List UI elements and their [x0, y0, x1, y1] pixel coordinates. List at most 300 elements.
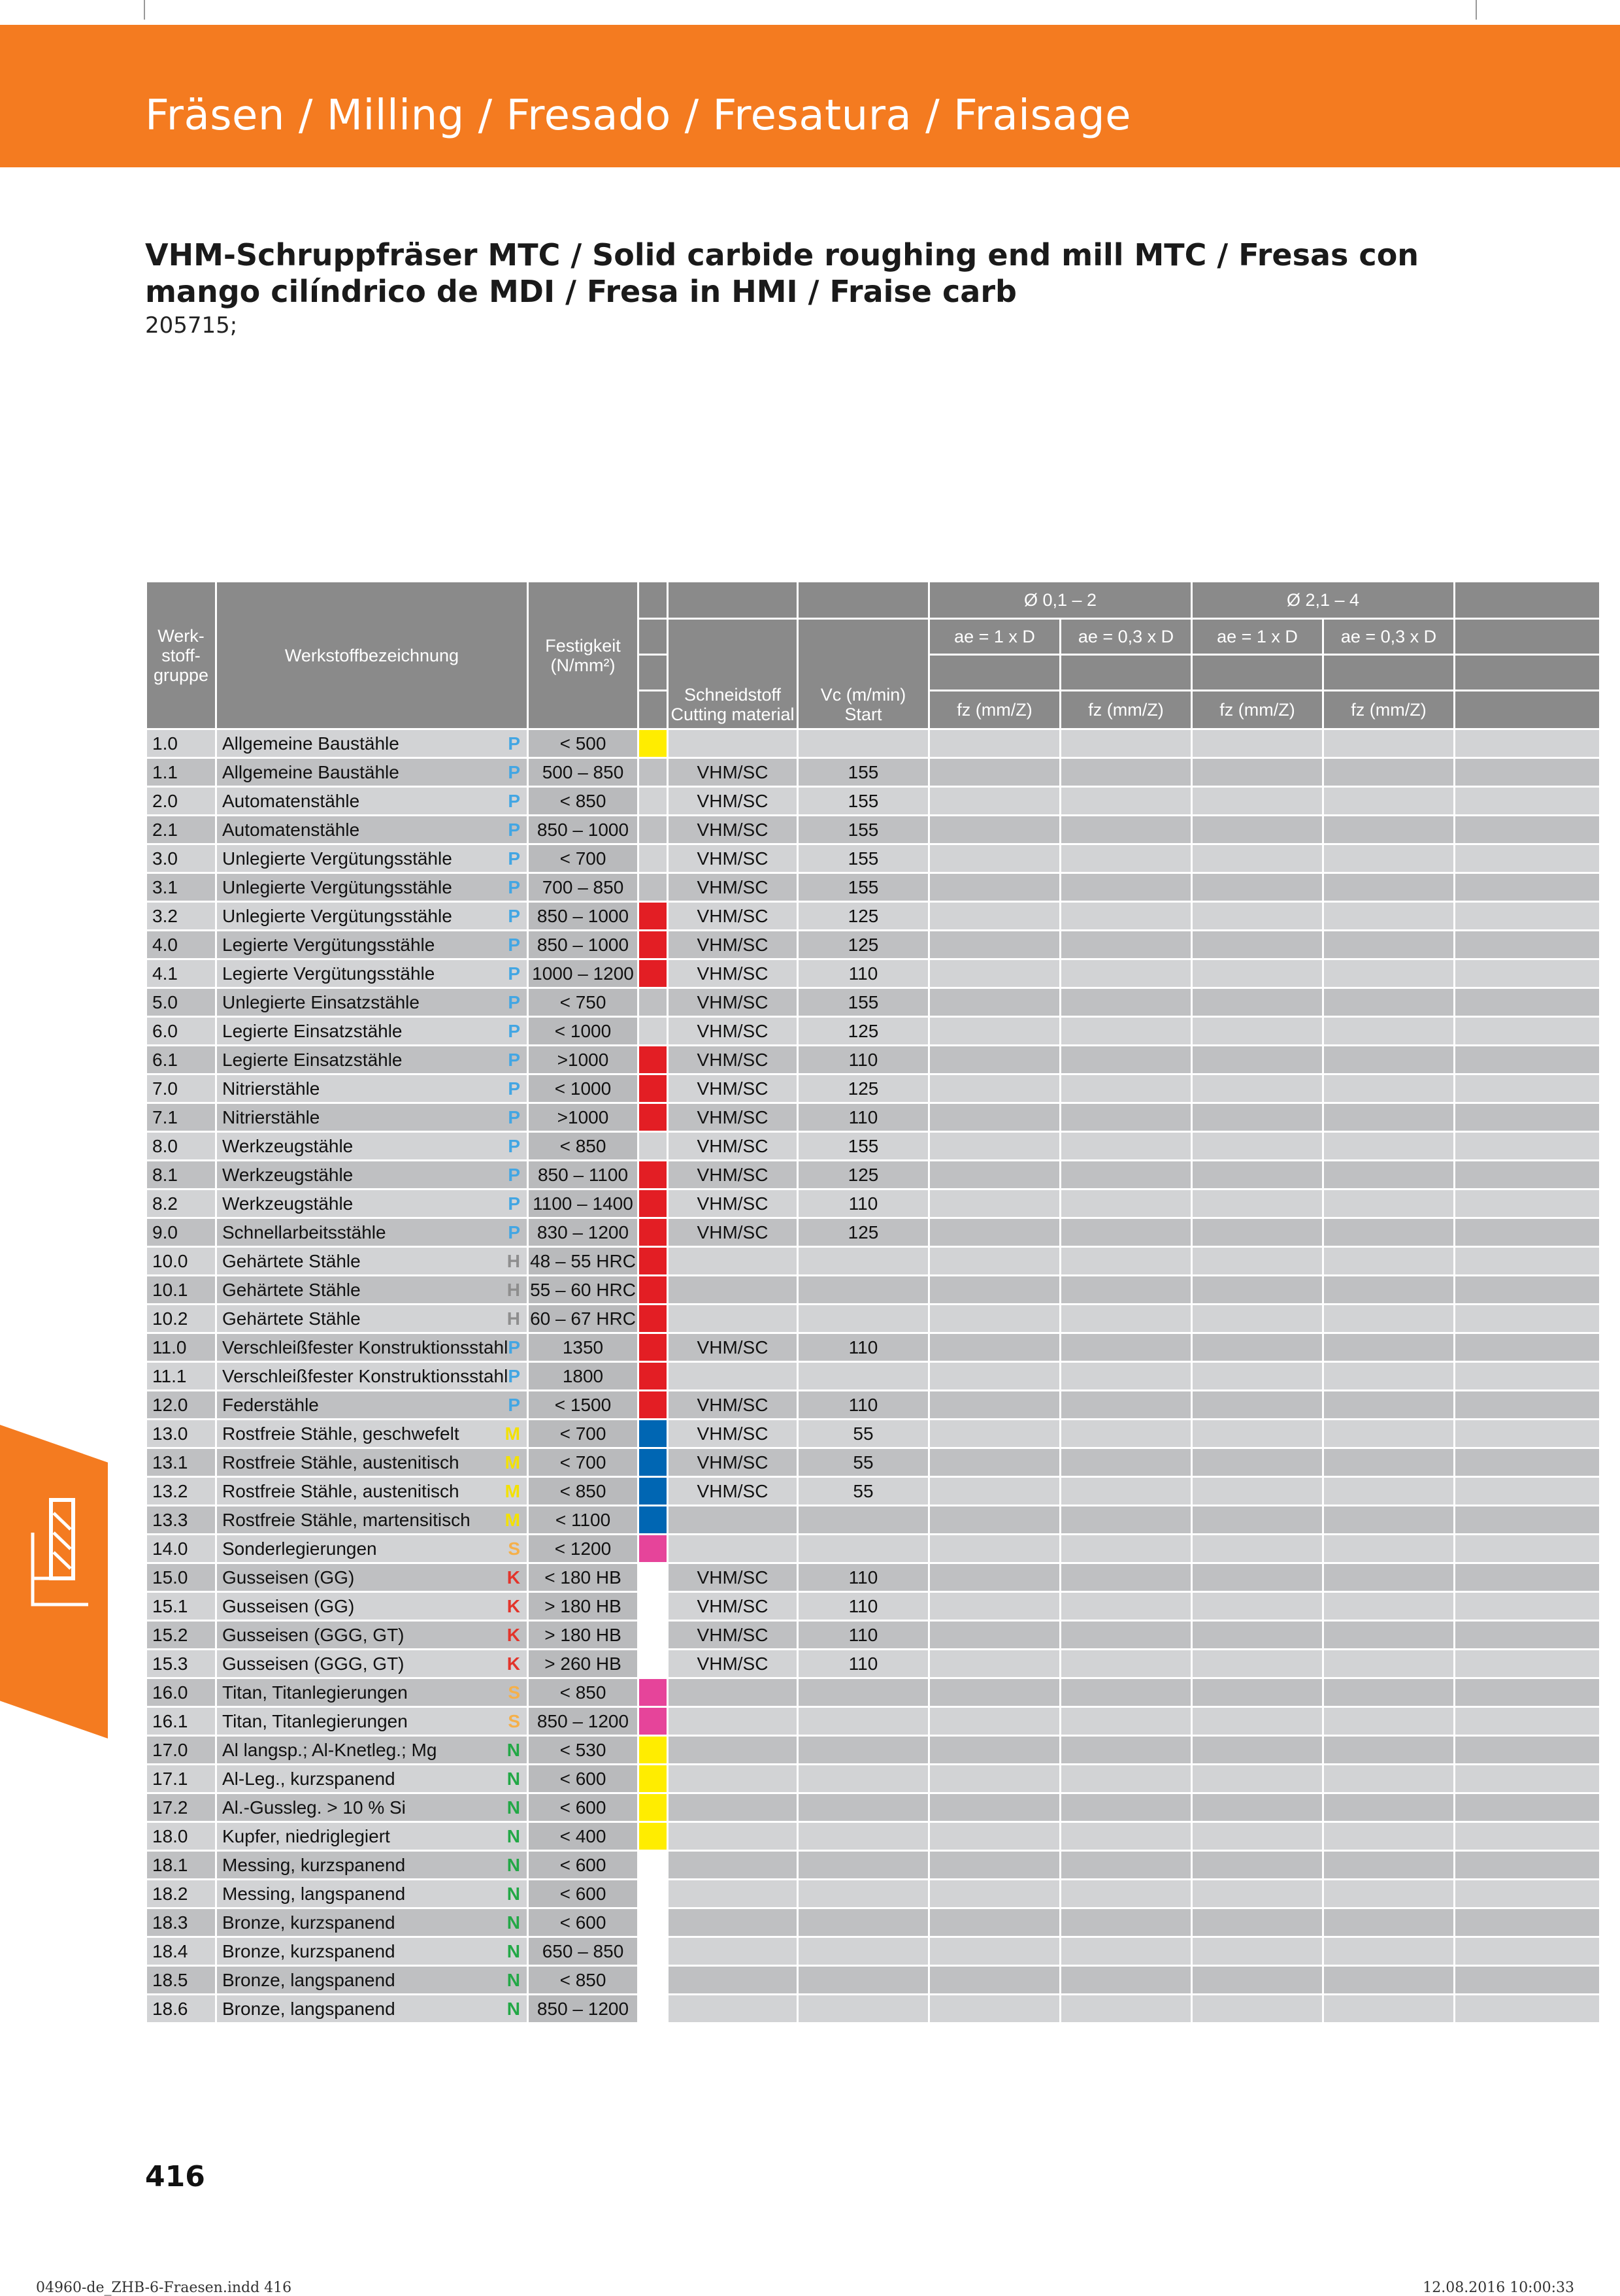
hardness-color-swatch [638, 873, 668, 902]
material-strength: < 1200 [528, 1535, 638, 1563]
crop-mark [144, 0, 145, 20]
hardness-color-swatch [638, 1995, 668, 2023]
blank-cell [1455, 1650, 1600, 1678]
material-strength: 850 – 1100 [528, 1161, 638, 1190]
header-festigkeit: Festigkeit (N/mm²) [528, 582, 638, 729]
iso-group-letter: H [506, 1250, 520, 1271]
feed-per-tooth-cell [1192, 1448, 1323, 1477]
material-strength: >1000 [528, 1103, 638, 1132]
feed-per-tooth-cell [1323, 1851, 1455, 1880]
blank-cell [1455, 1822, 1600, 1851]
feed-per-tooth-cell [1192, 1046, 1323, 1074]
cutting-material [668, 1305, 798, 1333]
feed-per-tooth-cell [1061, 729, 1192, 758]
material-name: Gusseisen (GG) [222, 1567, 355, 1588]
feed-per-tooth-cell [1192, 758, 1323, 787]
feed-per-tooth-cell [1192, 1880, 1323, 1908]
feed-per-tooth-cell [929, 1621, 1061, 1650]
feed-per-tooth-cell [1192, 1247, 1323, 1276]
feed-per-tooth-cell [1323, 1707, 1455, 1736]
header-blank-cell [1323, 655, 1455, 691]
iso-group-letter: K [506, 1653, 520, 1674]
cutting-material [668, 1535, 798, 1563]
article-code: 205715; [145, 312, 238, 339]
material-group-number: 12.0 [146, 1391, 216, 1420]
cutting-material: VHM/SC [668, 1448, 798, 1477]
cutting-speed [798, 1765, 929, 1793]
table-row [146, 787, 1600, 816]
material-name-cell [216, 959, 528, 988]
material-name: Rostfreie Stähle, martensitisch [222, 1509, 471, 1530]
cutting-speed: 125 [798, 1161, 929, 1190]
material-name: Kupfer, niedriglegiert [222, 1825, 390, 1846]
header-ae-03xd: ae = 0,3 x D [1061, 619, 1192, 655]
table-row [146, 1707, 1600, 1736]
blank-cell [1455, 959, 1600, 988]
hardness-color-swatch [638, 1650, 668, 1678]
iso-group-letter: M [504, 1423, 520, 1444]
table-row [146, 1305, 1600, 1333]
iso-group-letter: P [508, 1222, 520, 1242]
cutting-material [668, 1707, 798, 1736]
iso-group-letter: S [508, 1682, 520, 1703]
feed-per-tooth-cell [1061, 1908, 1192, 1937]
hardness-color-swatch [638, 1908, 668, 1937]
cutting-material: VHM/SC [668, 931, 798, 959]
blank-cell [1455, 931, 1600, 959]
iso-group-letter: P [508, 905, 520, 926]
material-name: Rostfreie Stähle, geschwefelt [222, 1423, 459, 1444]
material-group-number: 4.1 [146, 959, 216, 988]
material-name: Legierte Einsatzstähle [222, 1049, 403, 1070]
material-strength: < 600 [528, 1851, 638, 1880]
feed-per-tooth-cell [1323, 1190, 1455, 1218]
material-strength: 850 – 1000 [528, 931, 638, 959]
blank-cell [1455, 1420, 1600, 1448]
material-group-number: 3.1 [146, 873, 216, 902]
cutting-speed: 110 [798, 1621, 929, 1650]
cutting-speed: 125 [798, 931, 929, 959]
material-group-number: 9.0 [146, 1218, 216, 1247]
hardness-color-swatch [638, 1822, 668, 1851]
material-name: Sonderlegierungen [222, 1538, 377, 1559]
header-ae-03xd: ae = 0,3 x D [1323, 619, 1455, 655]
feed-per-tooth-cell [929, 1592, 1061, 1621]
material-name-cell [216, 1535, 528, 1563]
blank-cell [1455, 1448, 1600, 1477]
material-strength: > 260 HB [528, 1650, 638, 1678]
feed-per-tooth-cell [1061, 1448, 1192, 1477]
cutting-material: VHM/SC [668, 1621, 798, 1650]
cutting-material [668, 1793, 798, 1822]
feed-per-tooth-cell [1061, 816, 1192, 844]
iso-group-letter: K [506, 1567, 520, 1588]
cutting-speed [798, 1793, 929, 1822]
feed-per-tooth-cell [1061, 1851, 1192, 1880]
feed-per-tooth-cell [1192, 1305, 1323, 1333]
iso-group-letter: N [506, 1739, 520, 1760]
material-name-cell [216, 873, 528, 902]
material-name-cell [216, 1563, 528, 1592]
material-name-cell [216, 1995, 528, 2023]
blank-cell [1455, 1247, 1600, 1276]
header-swatch-cell [638, 582, 668, 619]
cutting-material [668, 1851, 798, 1880]
material-strength: < 850 [528, 1132, 638, 1161]
material-name: Al-Leg., kurzspanend [222, 1768, 395, 1789]
material-name-cell [216, 758, 528, 787]
end-mill-icon [20, 1493, 91, 1624]
material-name: Messing, kurzspanend [222, 1854, 406, 1875]
table-row [146, 902, 1600, 931]
hardness-color-swatch [638, 844, 668, 873]
material-group-number: 15.0 [146, 1563, 216, 1592]
blank-cell [1455, 729, 1600, 758]
material-strength: > 180 HB [528, 1621, 638, 1650]
feed-per-tooth-cell [929, 1851, 1061, 1880]
feed-per-tooth-cell [1323, 1736, 1455, 1765]
material-name-cell [216, 1592, 528, 1621]
material-strength: < 530 [528, 1736, 638, 1765]
table-row [146, 1966, 1600, 1995]
cutting-speed: 110 [798, 1190, 929, 1218]
material-name: Allgemeine Baustähle [222, 761, 399, 782]
material-group-number: 15.1 [146, 1592, 216, 1621]
cutting-material [668, 1995, 798, 2023]
cutting-speed: 110 [798, 1563, 929, 1592]
feed-per-tooth-cell [1061, 1793, 1192, 1822]
material-group-number: 18.1 [146, 1851, 216, 1880]
material-strength: 55 – 60 HRC [528, 1276, 638, 1305]
feed-per-tooth-cell [929, 1391, 1061, 1420]
feed-per-tooth-cell [1192, 1851, 1323, 1880]
feed-per-tooth-cell [1061, 1937, 1192, 1966]
iso-group-letter: N [506, 1912, 520, 1933]
feed-per-tooth-cell [1192, 1937, 1323, 1966]
iso-group-letter: K [506, 1624, 520, 1645]
material-name: Gehärtete Stähle [222, 1250, 361, 1271]
iso-group-letter: P [508, 1049, 520, 1070]
material-group-number: 18.0 [146, 1822, 216, 1851]
feed-per-tooth-cell [929, 1793, 1061, 1822]
blank-cell [1455, 1477, 1600, 1506]
cutting-material [668, 1765, 798, 1793]
material-name: Unlegierte Vergütungsstähle [222, 905, 452, 926]
table-row [146, 1074, 1600, 1103]
feed-per-tooth-cell [1061, 1880, 1192, 1908]
iso-group-letter: P [508, 934, 520, 955]
cutting-data-table [145, 580, 1601, 2024]
feed-per-tooth-cell [929, 902, 1061, 931]
cutting-speed [798, 1535, 929, 1563]
feed-per-tooth-cell [1061, 1247, 1192, 1276]
feed-per-tooth-cell [1323, 1391, 1455, 1420]
feed-per-tooth-cell [1192, 959, 1323, 988]
feed-per-tooth-cell [929, 729, 1061, 758]
iso-group-letter: P [508, 1106, 520, 1127]
feed-per-tooth-cell [929, 959, 1061, 988]
feed-per-tooth-cell [929, 1103, 1061, 1132]
hardness-color-swatch [638, 1247, 668, 1276]
iso-group-letter: P [508, 819, 520, 840]
feed-per-tooth-cell [929, 1937, 1061, 1966]
feed-per-tooth-cell [1192, 1765, 1323, 1793]
cutting-material [668, 1276, 798, 1305]
feed-per-tooth-cell [1323, 988, 1455, 1017]
feed-per-tooth-cell [1061, 1678, 1192, 1707]
blank-cell [1455, 1190, 1600, 1218]
feed-per-tooth-cell [1323, 1333, 1455, 1362]
blank-cell [1455, 1074, 1600, 1103]
material-strength: 850 – 1000 [528, 816, 638, 844]
feed-per-tooth-cell [1192, 1650, 1323, 1678]
hardness-color-swatch [638, 1305, 668, 1333]
material-strength: < 180 HB [528, 1563, 638, 1592]
feed-per-tooth-cell [929, 1908, 1061, 1937]
cutting-speed [798, 1908, 929, 1937]
cutting-speed: 155 [798, 1132, 929, 1161]
feed-per-tooth-cell [1061, 1563, 1192, 1592]
cutting-speed: 125 [798, 1074, 929, 1103]
iso-group-letter: H [506, 1279, 520, 1300]
feed-per-tooth-cell [929, 1650, 1061, 1678]
blank-cell [1455, 1535, 1600, 1563]
blank-cell [1455, 1218, 1600, 1247]
cutting-material [668, 1966, 798, 1995]
material-group-number: 10.1 [146, 1276, 216, 1305]
iso-group-letter: S [508, 1710, 520, 1731]
material-strength: < 1000 [528, 1017, 638, 1046]
material-group-number: 17.0 [146, 1736, 216, 1765]
material-group-number: 8.0 [146, 1132, 216, 1161]
material-group-number: 17.1 [146, 1765, 216, 1793]
header-blank-cell [1192, 655, 1323, 691]
material-name: Unlegierte Vergütungsstähle [222, 876, 452, 897]
cutting-speed [798, 1305, 929, 1333]
hardness-color-swatch [638, 1678, 668, 1707]
blank-cell [1455, 1391, 1600, 1420]
cutting-material: VHM/SC [668, 1420, 798, 1448]
table-row [146, 873, 1600, 902]
feed-per-tooth-cell [1323, 1103, 1455, 1132]
header-blank-cell [1061, 655, 1192, 691]
cutting-material [668, 1822, 798, 1851]
feed-per-tooth-cell [1323, 959, 1455, 988]
header-blank-cell [798, 582, 929, 619]
cutting-material: VHM/SC [668, 758, 798, 787]
material-name-cell [216, 1362, 528, 1391]
material-strength: < 700 [528, 1448, 638, 1477]
iso-group-letter: P [508, 1365, 520, 1386]
feed-per-tooth-cell [1192, 1477, 1323, 1506]
header-blank-cell [1455, 655, 1600, 691]
header-vc: Vc (m/min) Start [798, 619, 929, 729]
feed-per-tooth-cell [929, 1161, 1061, 1190]
table-row [146, 1477, 1600, 1506]
material-name: Werkzeugstähle [222, 1164, 354, 1185]
material-name: Federstähle [222, 1394, 319, 1415]
cutting-material: VHM/SC [668, 1563, 798, 1592]
iso-group-letter: P [508, 1193, 520, 1214]
material-strength: 1350 [528, 1333, 638, 1362]
feed-per-tooth-cell [1061, 1074, 1192, 1103]
hardness-color-swatch [638, 1103, 668, 1132]
iso-group-letter: P [508, 848, 520, 869]
cutting-speed [798, 1880, 929, 1908]
table-row [146, 1937, 1600, 1966]
feed-per-tooth-cell [1323, 931, 1455, 959]
material-name: Werkzeugstähle [222, 1193, 354, 1214]
blank-cell [1455, 1017, 1600, 1046]
material-name: Gehärtete Stähle [222, 1279, 361, 1300]
cutting-speed [798, 1966, 929, 1995]
material-name-cell [216, 1966, 528, 1995]
cutting-material: VHM/SC [668, 1074, 798, 1103]
cutting-material: VHM/SC [668, 902, 798, 931]
cutting-material: VHM/SC [668, 959, 798, 988]
cutting-material [668, 1362, 798, 1391]
feed-per-tooth-cell [1061, 1333, 1192, 1362]
cutting-speed: 110 [798, 1391, 929, 1420]
feed-per-tooth-cell [1323, 1046, 1455, 1074]
blank-cell [1455, 1161, 1600, 1190]
table-row [146, 1563, 1600, 1592]
material-group-number: 6.1 [146, 1046, 216, 1074]
material-name: Bronze, langspanend [222, 1969, 395, 1990]
material-group-number: 2.1 [146, 816, 216, 844]
table-row [146, 816, 1600, 844]
header-blank-cell [668, 582, 798, 619]
material-strength: < 600 [528, 1880, 638, 1908]
feed-per-tooth-cell [1192, 1017, 1323, 1046]
cutting-material: VHM/SC [668, 1190, 798, 1218]
material-strength: 850 – 1200 [528, 1707, 638, 1736]
material-group-number: 5.0 [146, 988, 216, 1017]
iso-group-letter: S [508, 1538, 520, 1559]
feed-per-tooth-cell [1323, 1506, 1455, 1535]
iso-group-letter: P [508, 1020, 520, 1041]
feed-per-tooth-cell [1061, 1218, 1192, 1247]
cutting-material: VHM/SC [668, 1046, 798, 1074]
material-name-cell [216, 1736, 528, 1765]
material-name: Nitrierstähle [222, 1106, 320, 1127]
table-row [146, 988, 1600, 1017]
material-strength: 60 – 67 HRC [528, 1305, 638, 1333]
feed-per-tooth-cell [1323, 1908, 1455, 1937]
cutting-speed: 110 [798, 1333, 929, 1362]
banner-title: Fräsen / Milling / Fresado / Fresatura / Fraisage [145, 92, 1131, 140]
crop-mark [1476, 0, 1477, 20]
hardness-color-swatch [638, 787, 668, 816]
cutting-material: VHM/SC [668, 1650, 798, 1678]
blank-cell [1455, 1621, 1600, 1650]
hardness-color-swatch [638, 1793, 668, 1822]
feed-per-tooth-cell [1192, 1995, 1323, 2023]
material-name: Gusseisen (GGG, GT) [222, 1624, 405, 1645]
material-name-cell [216, 1650, 528, 1678]
material-strength: < 1000 [528, 1074, 638, 1103]
material-strength: < 600 [528, 1908, 638, 1937]
feed-per-tooth-cell [929, 1074, 1061, 1103]
blank-cell [1455, 1276, 1600, 1305]
material-group-number: 13.2 [146, 1477, 216, 1506]
material-name-cell [216, 1017, 528, 1046]
cutting-speed [798, 1736, 929, 1765]
cutting-speed: 155 [798, 787, 929, 816]
material-name-cell [216, 1621, 528, 1650]
blank-cell [1455, 1966, 1600, 1995]
hardness-color-swatch [638, 1333, 668, 1362]
material-name-cell [216, 1908, 528, 1937]
header-blank-cell [1455, 619, 1600, 655]
cutting-speed [798, 1707, 929, 1736]
feed-per-tooth-cell [1323, 1420, 1455, 1448]
material-strength: < 850 [528, 1477, 638, 1506]
feed-per-tooth-cell [1061, 1276, 1192, 1305]
material-name: Legierte Vergütungsstähle [222, 934, 435, 955]
material-group-number: 14.0 [146, 1535, 216, 1563]
cutting-material: VHM/SC [668, 1017, 798, 1046]
material-name: Rostfreie Stähle, austenitisch [222, 1452, 459, 1472]
table-row [146, 1103, 1600, 1132]
material-name: Gusseisen (GG) [222, 1595, 355, 1616]
material-name-cell [216, 1448, 528, 1477]
material-group-number: 4.0 [146, 931, 216, 959]
table-row [146, 1851, 1600, 1880]
material-group-number: 10.2 [146, 1305, 216, 1333]
hardness-color-swatch [638, 1420, 668, 1448]
cutting-material: VHM/SC [668, 816, 798, 844]
feed-per-tooth-cell [1061, 959, 1192, 988]
header-werkstoffgruppe: Werk- stoff- gruppe [146, 582, 216, 729]
feed-per-tooth-cell [1061, 902, 1192, 931]
cutting-speed [798, 1247, 929, 1276]
feed-per-tooth-cell [1192, 1707, 1323, 1736]
blank-cell [1455, 1132, 1600, 1161]
material-group-number: 1.1 [146, 758, 216, 787]
material-name: Gusseisen (GGG, GT) [222, 1653, 405, 1674]
table-row [146, 1276, 1600, 1305]
feed-per-tooth-cell [1323, 1822, 1455, 1851]
hardness-color-swatch [638, 1937, 668, 1966]
material-name-cell [216, 1161, 528, 1190]
feed-per-tooth-cell [1323, 1132, 1455, 1161]
blank-cell [1455, 988, 1600, 1017]
material-name-cell [216, 844, 528, 873]
hardness-color-swatch [638, 758, 668, 787]
iso-group-letter: P [508, 761, 520, 782]
cutting-speed: 155 [798, 873, 929, 902]
feed-per-tooth-cell [1323, 729, 1455, 758]
cutting-material [668, 1880, 798, 1908]
feed-per-tooth-cell [929, 1880, 1061, 1908]
blank-cell [1455, 1362, 1600, 1391]
material-group-number: 10.0 [146, 1247, 216, 1276]
cutting-speed: 155 [798, 988, 929, 1017]
material-name-cell [216, 1218, 528, 1247]
feed-per-tooth-cell [929, 931, 1061, 959]
feed-per-tooth-cell [1061, 1305, 1192, 1333]
material-name-cell [216, 1305, 528, 1333]
feed-per-tooth-cell [1192, 1535, 1323, 1563]
material-strength: < 750 [528, 988, 638, 1017]
feed-per-tooth-cell [1323, 902, 1455, 931]
cutting-material [668, 729, 798, 758]
feed-per-tooth-cell [929, 787, 1061, 816]
table-row [146, 959, 1600, 988]
iso-group-letter: H [506, 1308, 520, 1329]
blank-cell [1455, 787, 1600, 816]
